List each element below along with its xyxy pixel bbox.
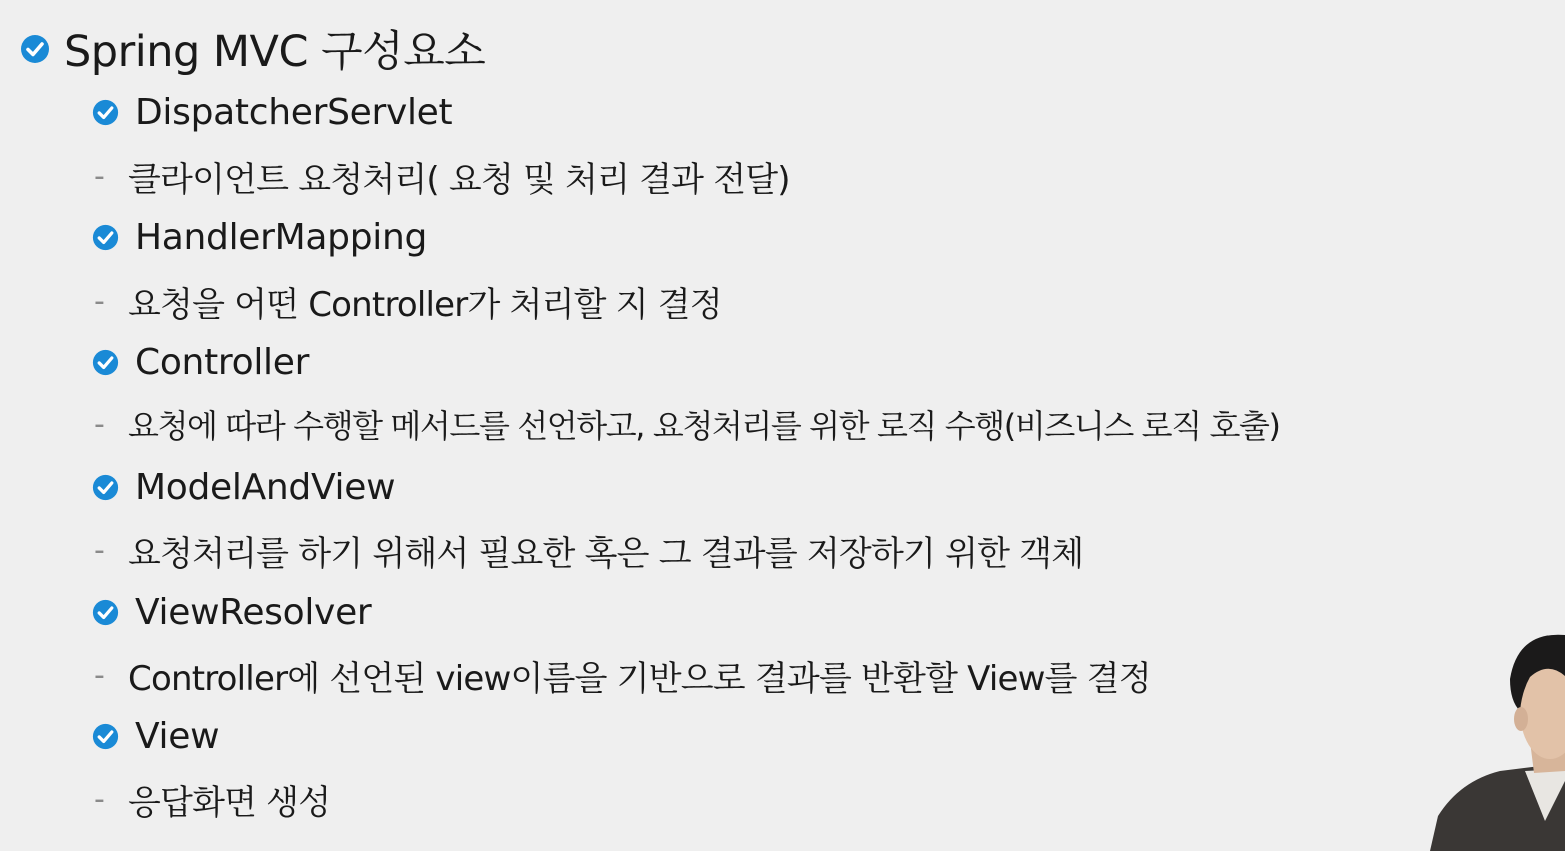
check-circle-icon [20, 34, 50, 64]
check-circle-icon [92, 224, 119, 251]
item-description [94, 651, 1151, 700]
item-label: DispatcherServlet [135, 92, 453, 133]
description-text: 응답화면 생성 [128, 783, 331, 823]
check-circle-icon [92, 474, 119, 501]
list-item-modelandview [92, 467, 395, 508]
dash-marker: - [94, 533, 105, 568]
description-text: 클라이언트 요청처리( 요청 및 처리 결과 전달) [128, 160, 790, 200]
list-item-view [92, 716, 219, 757]
description-text: 요청에 따라 수행할 메서드를 선언하고, 요청처리를 위한 로직 수행(비즈니스 로직 호출) [128, 407, 1280, 445]
list-item-viewresolver [92, 592, 371, 633]
item-description [94, 526, 1083, 575]
check-circle-icon [92, 99, 119, 126]
dash-marker: - [94, 406, 105, 442]
list-item-dispatcherservlet [92, 92, 452, 133]
item-description [94, 401, 1280, 447]
page-title: Spring MVC 구성요소 [64, 27, 486, 77]
check-circle-icon [92, 349, 119, 376]
dash-marker: - [94, 658, 105, 693]
description-text: 요청처리를 하기 위해서 필요한 혹은 그 결과를 저장하기 위한 객체 [128, 534, 1084, 574]
list-item-handlermapping [92, 217, 427, 258]
dash-marker: - [94, 159, 105, 194]
item-label: View [135, 716, 220, 757]
item-description [94, 152, 790, 201]
presenter-video [1430, 631, 1565, 851]
dash-marker: - [94, 782, 105, 817]
check-circle-icon [92, 599, 119, 626]
item-description [94, 277, 722, 326]
description-text: 요청을 어떤 Controller가 처리할 지 결정 [128, 285, 722, 325]
item-label: ViewResolver [135, 592, 372, 633]
item-label: HandlerMapping [135, 217, 428, 258]
description-text: Controller에 선언된 view이름을 기반으로 결과를 반환할 View를 결정 [128, 659, 1151, 699]
check-circle-icon [92, 723, 119, 750]
item-description [94, 775, 330, 824]
item-label: Controller [135, 342, 310, 383]
list-item-controller [92, 342, 309, 383]
item-label: ModelAndView [135, 467, 396, 508]
title-row [20, 18, 485, 79]
dash-marker: - [94, 284, 105, 319]
